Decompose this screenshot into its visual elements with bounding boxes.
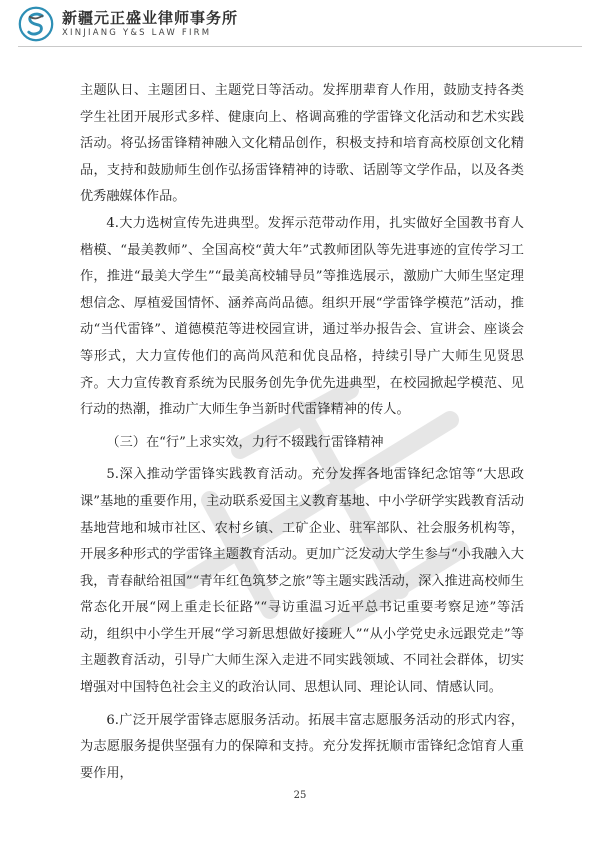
firm-name-en: XINJIANG Y&S LAW FIRM xyxy=(62,27,212,38)
ys-swirl-logo-icon xyxy=(18,6,54,42)
firm-name-cn: 新疆元正盛业律师事务所 xyxy=(62,8,239,27)
page-number: 25 xyxy=(293,790,307,801)
document-body xyxy=(80,78,524,787)
section-heading-3: （三）在“行”上求实效，力行不辍践行雷锋精神 xyxy=(106,434,384,450)
letterhead xyxy=(18,4,278,44)
paragraph-item-5: 5.深入推动学雷锋实践教育活动。充分发挥各地雷锋纪念馆等“大思政课”基地的重要作用，主动联系爱国主义教育基地、中小学研学实践教育活动基地营地和城市社区、农村乡镇、工矿企业、驻军部队、社会服务机构等，开展多种形式的学雷锋主题教育活动。更加广泛发动大学生参与“小我融入大我，青春献给祖国”“青年红色筑梦之旅”等主题实践活动，深入推进高校师生常态化开展“网上重走长征路”“寻访重温习近平总书记重要考察足迹”等活动，组织中小学生开展“学习新思想做好接班人”“从小学党史永远跟党走”等主题教育活动，引导广大师生深入走进不同实践领域、不同社会群体，切实增强对中国特色社会主义的政治认同、思想认同、理论认同、情感认同。 xyxy=(80,467,524,696)
paragraph-item-4: 4.大力选树宣传先进典型。发挥示范带动作用，扎实做好全国教书育人楷模、“最美教师”、全国高校“黄大年”式教师团队等先进事迹的宣传学习工作，推进“最美大学生”“最美高校辅导员”等推选展示，激励广大师生坚定理想信念、厚植爱国情怀、涵养高尚品德。组织开展“学雷锋学模范”活动，推动“当代雷锋”、道德模范等进校园宣讲，通过举办报告会、宣讲会、座谈会等形式，大力宣传他们的高尚风范和优良品格，持续引导广大师生见贤思齐。大力宣传教育系统为民服务创先争优先进典型，在校园掀起学模范、见行动的热潮，推动广大师生争当新时代雷锋精神的传人。 xyxy=(80,215,524,418)
paragraph-continuation: 主题队日、主题团日、主题党日等活动。发挥朋辈育人作用，鼓励支持各类学生社团开展形式多样、健康向上、格调高雅的学雷锋文化活动和艺术实践活动。将弘扬雷锋精神融入文化精品创作，积极支持和培育高校原创文化精品，支持和鼓励师生创作弘扬雷锋精神的诗歌、话剧等文学作品，以及各类优秀融媒体作品。 xyxy=(80,83,524,205)
paragraph-item-6: 6.广泛开展学雷锋志愿服务活动。拓展丰富志愿服务活动的形式内容，为志愿服务提供坚强有力的保障和支持。充分发挥抚顺市雷锋纪念馆育人重要作用， xyxy=(80,712,524,781)
header-divider xyxy=(18,46,582,47)
